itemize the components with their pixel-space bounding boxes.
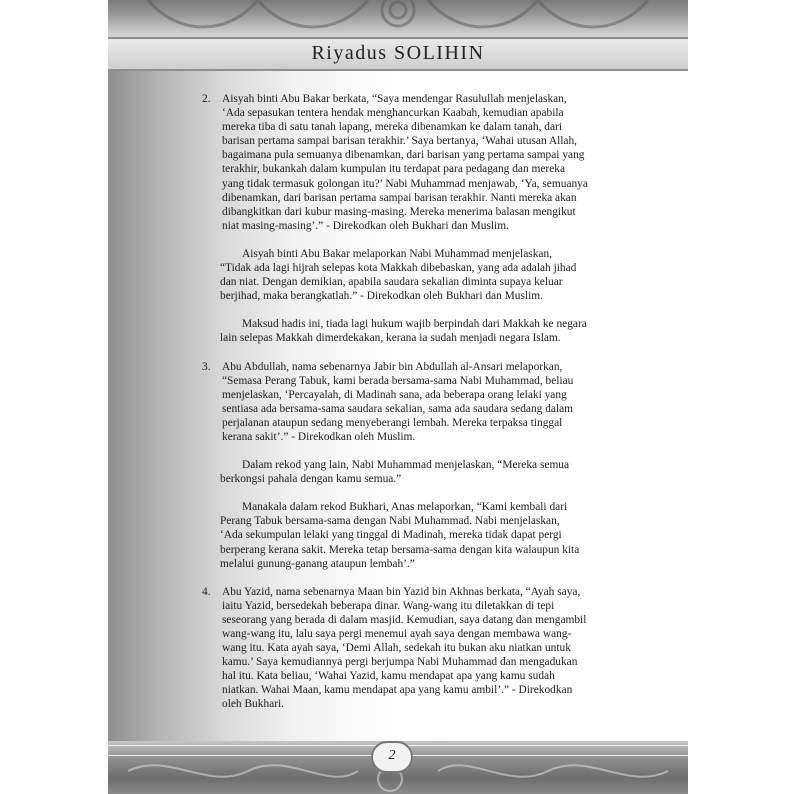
- text-line: seseorang yang berada di dalam masjid. Kemudian, saya datang dan mengambil: [222, 613, 587, 626]
- text-line: wang-wang itu, lalu saya pergi menemui ayah saya dengan membawa wang-: [222, 628, 572, 640]
- text-line: kerana sakit’.” - Direkodkan oleh Muslim.: [222, 430, 416, 443]
- text-line: berjihad, maka berangkatlah.” - Direkodkan oleh Bukhari dan Muslim.: [220, 290, 543, 303]
- page-number: 2: [388, 748, 396, 763]
- text-line: terakhir, bukankah dalam kumpulan itu terdapat para pedagang dan mereka: [222, 163, 566, 176]
- text-line: perjalanan ataupun sedang menyeberangi lembah. Mereka terpaksa tinggal: [222, 416, 563, 429]
- text-line: oleh Bukhari.: [222, 698, 285, 711]
- hadith-3: [202, 360, 675, 445]
- text-line: kamu.’ Saya kemudiannya pergi berjumpa Nabi Muhammad dan mengadukan: [222, 656, 578, 669]
- hadith-4: [202, 585, 675, 712]
- text-line: niatkan. Wahai Maan, kamu mendapat apa yang kamu ambil’.” - Direkodkan: [222, 684, 573, 697]
- ornament-pattern-icon: [108, 0, 688, 40]
- hadith-2: [202, 92, 675, 233]
- text-line: wang itu. Kata ayah saya, ‘Demi Allah, sedekah itu bukan aku niatkan untuk: [222, 642, 571, 655]
- text-line: Manakala dalam rekod Bukhari, Anas melaporkan, “Kami kembali dari: [242, 501, 568, 514]
- text-line: menjelaskan, ‘Percayalah, di Madinah sana, ada beberapa orang lelaki yang: [222, 388, 567, 401]
- text-line: Maksud hadis ini, tiada lagi hukum wajib berpindah dari Makkah ke negara: [242, 318, 587, 331]
- text-line: Abu Abdullah, nama sebenarnya Jabir bin Abdullah al-Ansari melaporkan,: [222, 360, 563, 373]
- text-line: bagaimana pula semuanya dibenamkan, dari barisan yang pertama sampai yang: [222, 149, 585, 162]
- text-line: hal itu. Kata beliau, ‘Wahai Yazid, kamu mendapat apa yang kamu sudah: [222, 670, 555, 683]
- text-line: sentiasa ada bersama-sama saudara sekalian, sama ada saudara sedang dalam: [222, 402, 574, 415]
- text-line: Abu Yazid, nama sebenarnya Maan bin Yazid bin Akhnas berkata, “Ayah saya,: [222, 585, 581, 598]
- text-line: ‘Ada sepasukan tentera hendak menghancurkan Kaabah, kemudian apabila: [222, 107, 564, 120]
- text-line: niat masing-masing’.” - Direkodkan oleh Bukhari dan Muslim.: [222, 219, 509, 232]
- page-number-badge: [371, 741, 413, 773]
- text-line: berkongsi pahala dengan kamu semua.”: [220, 473, 402, 486]
- paragraph: [206, 458, 675, 486]
- text-line: dibangkitkan dari kubur masing-masing. Mereka menerima balasan mengikut: [222, 205, 576, 218]
- hadith-number: 2.: [202, 93, 211, 105]
- text-line: dan niat. Dengan demikian, apabila saudara sekalian diminta supaya keluar: [220, 276, 563, 289]
- text-line: iaitu Yazid, bersedekah beberapa dinar. Wang-wang itu diletakkan di tepi: [222, 599, 555, 612]
- text-line: yang tidak termasuk golongan itu?’ Nabi Muhammad menjawab, ‘Ya, semuanya: [222, 177, 588, 190]
- paragraph: [206, 500, 675, 570]
- paragraph: [206, 317, 675, 345]
- page-body: [202, 92, 675, 712]
- text-line: mereka tiba di satu tanah lapang, mereka dibenamkan ke dalam tanah, dari: [222, 121, 562, 134]
- paragraph: [206, 247, 675, 303]
- text-line: melalui gunung-ganang ataupun lembah’.”: [220, 557, 415, 570]
- text-line: “Semasa Perang Tabuk, kami berada bersama-sama Nabi Muhammad, beliau: [222, 374, 574, 387]
- text-line: “Tidak ada lagi hijrah selepas kota Makkah dibebaskan, yang ada adalah jihad: [220, 262, 577, 275]
- text-line: Aisyah binti Abu Bakar berkata, “Saya mendengar Rasulullah menjelaskan,: [222, 93, 567, 105]
- text-line: ‘Ada sekumpulan lelaki yang tinggal di Madinah, mereka tidak dapat pergi: [220, 529, 562, 542]
- text-line: Dalam rekod yang lain, Nabi Muhammad menjelaskan, “Mereka semua: [242, 459, 570, 472]
- top-ornament: [108, 0, 688, 40]
- text-line: dibenamkan, dari barisan pertama sampai barisan terakhir. Nanti mereka akan: [222, 191, 577, 204]
- running-header-title: Riyadus SOLIHIN: [311, 42, 485, 64]
- text-line: barisan pertama sampai barisan terakhir.’ Saya bertanya, ‘Wahai utusan Allah,: [222, 135, 578, 148]
- text-line: berperang kerana sakit. Mereka tetap bersama-sama dengan kita walaupun kita: [220, 543, 580, 556]
- text-line: lain selepas Makkah dimerdekakan, kerana ia sudah menjadi negara Islam.: [220, 332, 561, 345]
- text-line: Aisyah binti Abu Bakar melaporkan Nabi Muhammad menjelaskan,: [242, 247, 553, 260]
- header-band: [108, 37, 688, 71]
- hadith-number: 3.: [202, 360, 211, 373]
- text-line: Perang Tabuk bersama-sama dengan Nabi Muhammad. Nabi menjelaskan,: [220, 515, 560, 528]
- book-page: [108, 0, 688, 794]
- hadith-number: 4.: [202, 585, 211, 598]
